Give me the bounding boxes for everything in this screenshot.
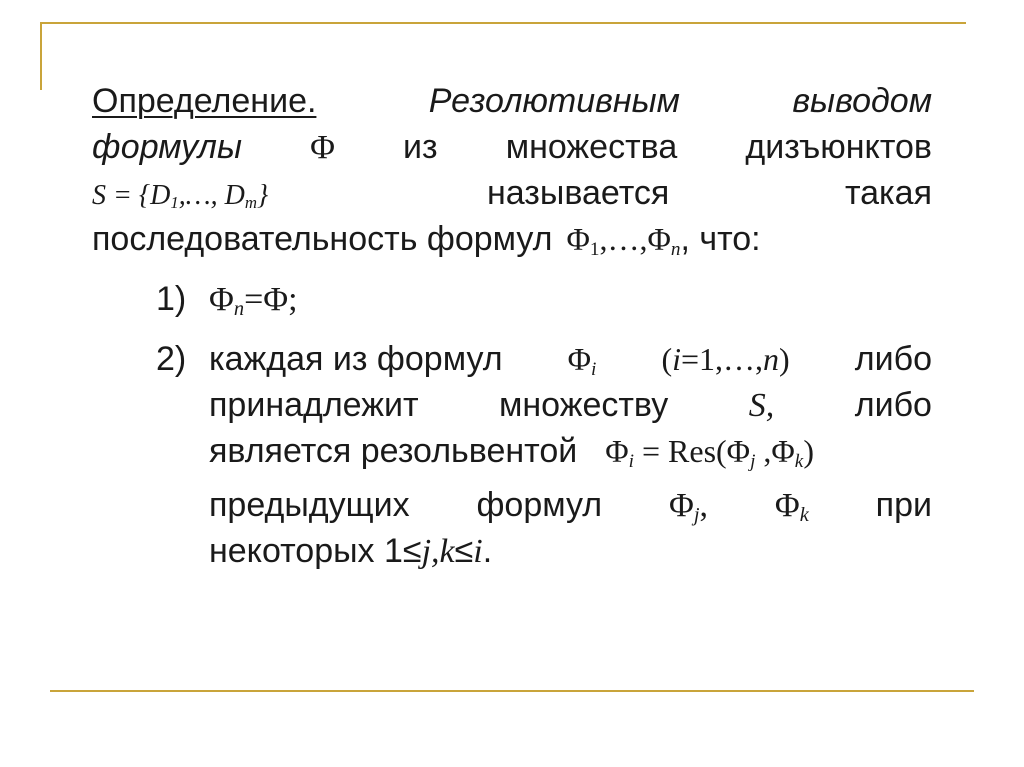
phrase-some: некоторых 1≤ (209, 532, 422, 570)
phrase-each-formula: каждая из формул (209, 340, 503, 378)
item-2-line-3 (209, 428, 932, 482)
item-2-line-1 (209, 336, 932, 382)
word-or: либо (854, 386, 932, 424)
item-number-1: 1) (156, 280, 187, 318)
phrase-that: , что: (680, 220, 761, 258)
phi-sequence: $\Phi_1,\dots,\Phi_n$ (566, 221, 681, 260)
word-derivation: выводом (792, 82, 932, 120)
word-either: либо (854, 340, 932, 378)
frame-top-line (40, 22, 966, 24)
word-called: называется (487, 174, 670, 212)
list-item-2 (92, 336, 932, 574)
frame-left-line (40, 22, 42, 90)
word-formulas: формул (476, 486, 603, 524)
list-item-1 (92, 276, 932, 322)
index-range: (i=1,…,n) (661, 341, 790, 377)
final-dot: . (482, 532, 493, 570)
word-such: такая (844, 174, 932, 212)
item-2-line-5 (209, 528, 932, 574)
word-set: множества (505, 128, 678, 166)
item-2-line-4 (209, 482, 932, 528)
item-number-2: 2) (156, 340, 187, 378)
definition-block (92, 78, 932, 574)
word-from: из (403, 128, 438, 166)
set-s: S, (748, 387, 775, 424)
definition-line-4 (92, 216, 932, 262)
phrase-sequence-of-formulas: последовательность формул (92, 220, 553, 258)
definition-line-3 (92, 170, 932, 216)
word-belongs: принадлежит (209, 386, 419, 424)
definition-line-2 (92, 124, 932, 170)
definition-line-1 (92, 78, 932, 124)
word-set-dat: множеству (499, 386, 669, 424)
res-equation: $\Phi_i = Res(\Phi_j$ $,\Phi_k$) (605, 433, 814, 472)
le-sign: ≤ (454, 532, 474, 570)
vars-jk: j,k (421, 533, 455, 570)
word-disjuncts: дизъюнктов (745, 128, 932, 166)
word-at: при (875, 486, 932, 524)
phi-k: $\Phi_k$ (774, 487, 809, 527)
frame-bottom-line (50, 690, 974, 692)
definition-label: Определение. (92, 82, 317, 120)
word-resolutive: Резолютивным (428, 82, 680, 120)
word-previous: предыдущих (209, 486, 410, 524)
item-2-line-2 (209, 382, 932, 428)
phrase-is-resolvent: является резольвентой (209, 432, 578, 470)
word-formula: формулы (92, 128, 242, 166)
var-i: i (473, 533, 483, 570)
phi-i: $\Phi_i$ (567, 341, 597, 380)
phi-symbol: Φ (310, 129, 335, 166)
item-2-body (209, 336, 932, 574)
item-1-formula: $\Phi_n=\Phi$; (209, 281, 298, 321)
set-s-formula: $S = \{D_1,\dots$, $D_m$} (92, 180, 269, 213)
phi-j: $\Phi_j$, (668, 487, 708, 527)
